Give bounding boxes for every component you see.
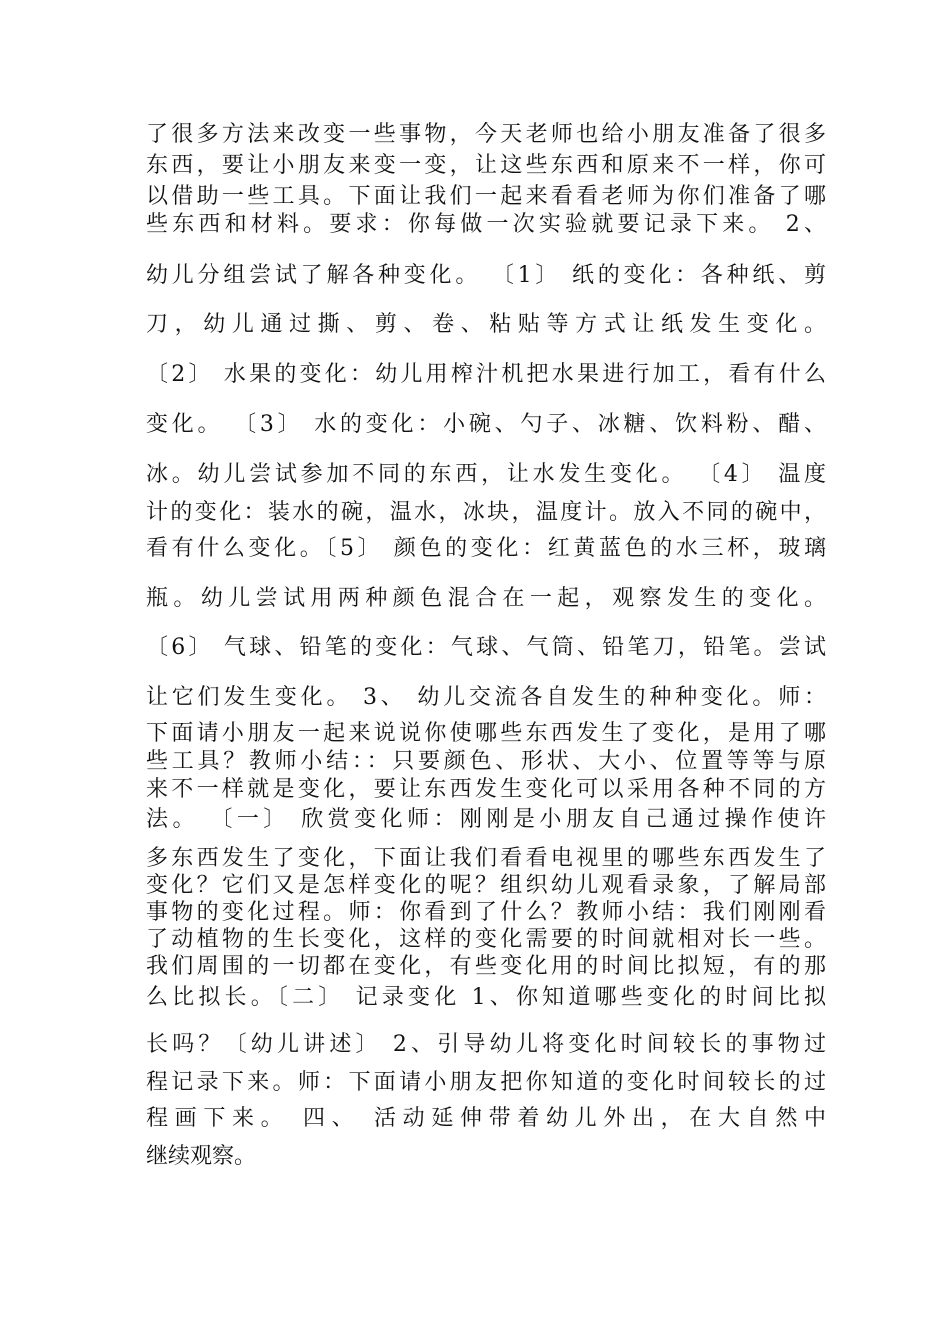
- text-line: 让它们发生变化。 3、 幼儿交流各自发生的种种变化。师：: [146, 685, 826, 710]
- text-line: 长吗？〔幼儿讲述〕 2、引导幼儿将变化时间较长的事物过: [146, 1032, 826, 1057]
- text-line: 法。 〔一〕 欣赏变化师：刚刚是小朋友自己通过操作使许: [146, 807, 826, 832]
- text-line: 些东西和材料。要求：你每做一次实验就要记录下来。 2、: [146, 212, 826, 237]
- text-line: 冰。幼儿尝试参加不同的东西，让水发生变化。 〔4〕 温度: [146, 462, 826, 487]
- text-line: 些工具？教师小结：：只要颜色、形状、大小、位置等等与原: [146, 749, 826, 774]
- text-line: 多东西发生了变化，下面让我们看看电视里的哪些东西发生了: [146, 846, 826, 871]
- text-line: 变化？它们又是怎样变化的呢？组织幼儿观看录象，了解局部: [146, 873, 826, 898]
- text-line: 变化。 〔3〕 水的变化：小碗、勺子、冰糖、饮料粉、醋、: [146, 412, 826, 437]
- text-line: 幼儿分组尝试了解各种变化。 〔1〕 纸的变化：各种纸、剪: [146, 263, 826, 288]
- text-line: 以借助一些工具。下面让我们一起来看看老师为你们准备了哪: [146, 184, 826, 209]
- text-line: 〔6〕 气球、铅笔的变化：气球、气筒、铅笔刀，铅笔。尝试: [146, 635, 826, 660]
- text-line: 来不一样就是变化，要让东西发生变化可以采用各种不同的方: [146, 777, 826, 802]
- text-line: 刀，幼儿通过撕、剪、卷、粘贴等方式让纸发生变化。: [146, 312, 826, 337]
- text-line: 了动植物的生长变化，这样的变化需要的时间就相对长一些。: [146, 927, 826, 952]
- text-line: 下面请小朋友一起来说说你使哪些东西发生了变化，是用了哪: [146, 721, 826, 746]
- text-line: 继续观察。: [146, 1144, 257, 1169]
- text-line: 事物的变化过程。师：你看到了什么？教师小结：我们刚刚看: [146, 900, 826, 925]
- text-line: 程记录下来。师：下面请小朋友把你知道的变化时间较长的过: [146, 1070, 826, 1095]
- text-line: 瓶。幼儿尝试用两种颜色混合在一起，观察发生的变化。: [146, 586, 826, 611]
- text-line: 程画下来。 四、 活动延伸带着幼儿外出，在大自然中: [146, 1106, 826, 1131]
- text-line: 么比拟长。〔二〕 记录变化 1、你知道哪些变化的时间比拟: [146, 985, 826, 1010]
- text-line: 我们周围的一切都在变化，有些变化用的时间比拟短，有的那: [146, 954, 826, 979]
- text-line: 东西，要让小朋友来变一变，让这些东西和原来不一样，你可: [146, 153, 826, 178]
- text-line: 计的变化：装水的碗，温水，冰块，温度计。放入不同的碗中，: [146, 500, 826, 525]
- text-line: 〔2〕 水果的变化：幼儿用榨汁机把水果进行加工，看有什么: [146, 362, 826, 387]
- text-line: 看有什么变化。〔5〕 颜色的变化：红黄蓝色的水三杯，玻璃: [146, 536, 826, 561]
- text-line: 了很多方法来改变一些事物，今天老师也给小朋友准备了很多: [146, 122, 826, 147]
